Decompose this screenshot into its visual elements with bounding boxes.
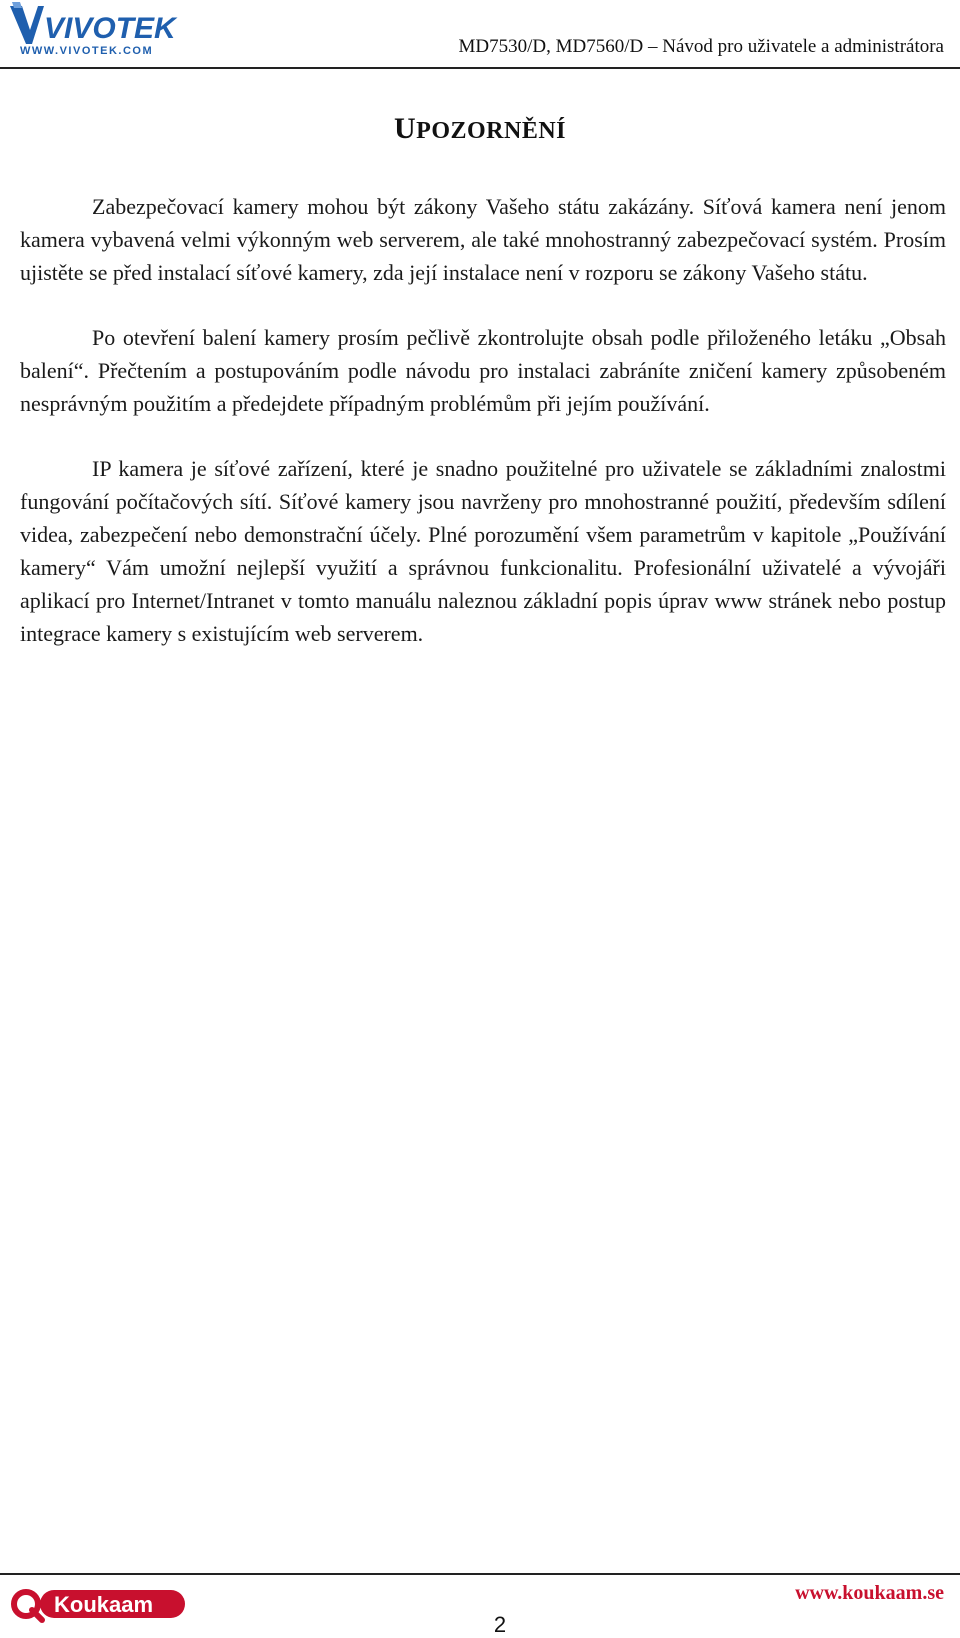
page-number: 2 bbox=[493, 1612, 507, 1637]
page-heading bbox=[0, 112, 960, 146]
heading-first-letter: U bbox=[393, 112, 417, 145]
footer-url: www.koukaam.se bbox=[795, 1582, 944, 1604]
paragraph-legal-notice: Zabezpečovací kamery mohou být zákony Vašeho státu zakázány. Síťová kamera není jenom kamera vybavená velmi výkonným web serverem, ale také mnohostranný zabezpečovací systém. Prosím ujistěte se před instalací síťové kamery, zda její instalace není v rozporu se zákony Vašeho státu. bbox=[20, 194, 946, 285]
header-divider bbox=[0, 67, 960, 69]
vivotek-logo bbox=[8, 0, 178, 60]
heading-rest: POZORNĚNÍ bbox=[416, 118, 567, 144]
paragraph-package-check: Po otevření balení kamery prosím pečlivě zkontrolujte obsah podle přiloženého letáku „Obsah balení“. Přečtením a postupováním podle návodu pro instalaci zabráníte zničení kamery způsobeném nesprávným použitím a předejdete případným problémům při jejím používání. bbox=[20, 325, 946, 416]
vivotek-logo-text: VIVOTEK bbox=[44, 12, 176, 45]
document-body bbox=[20, 190, 946, 682]
page-header bbox=[0, 0, 960, 68]
koukaam-logo-text: Koukaam bbox=[54, 1592, 154, 1617]
paragraph-ip-camera-intro: IP kamera je síťové zařízení, které je snadno použitelné pro uživatele se základními znalostmi fungování počítačových sítí. Síťové kamery jsou navrženy pro mnohostranné použití, především sdílení videa, zabezpečení nebo demonstrační účely. Plné porozumění všem parametrům v kapitole „Používání kamery“ Vám umožní nejlepší využití a správnou funkcionalitu. Profesionální uživatelé a vývojáři aplikací pro Internet/Intranet v tomto manuálu naleznou základní popis úprav www stránek nebo postup integrace kamery s existujícím web serverem. bbox=[20, 456, 946, 646]
vivotek-logo-url: WWW.VIVOTEK.COM bbox=[20, 45, 154, 57]
document-title: MD7530/D, MD7560/D – Návod pro uživatele a administrátora bbox=[458, 36, 944, 57]
footer-divider bbox=[0, 1573, 960, 1575]
